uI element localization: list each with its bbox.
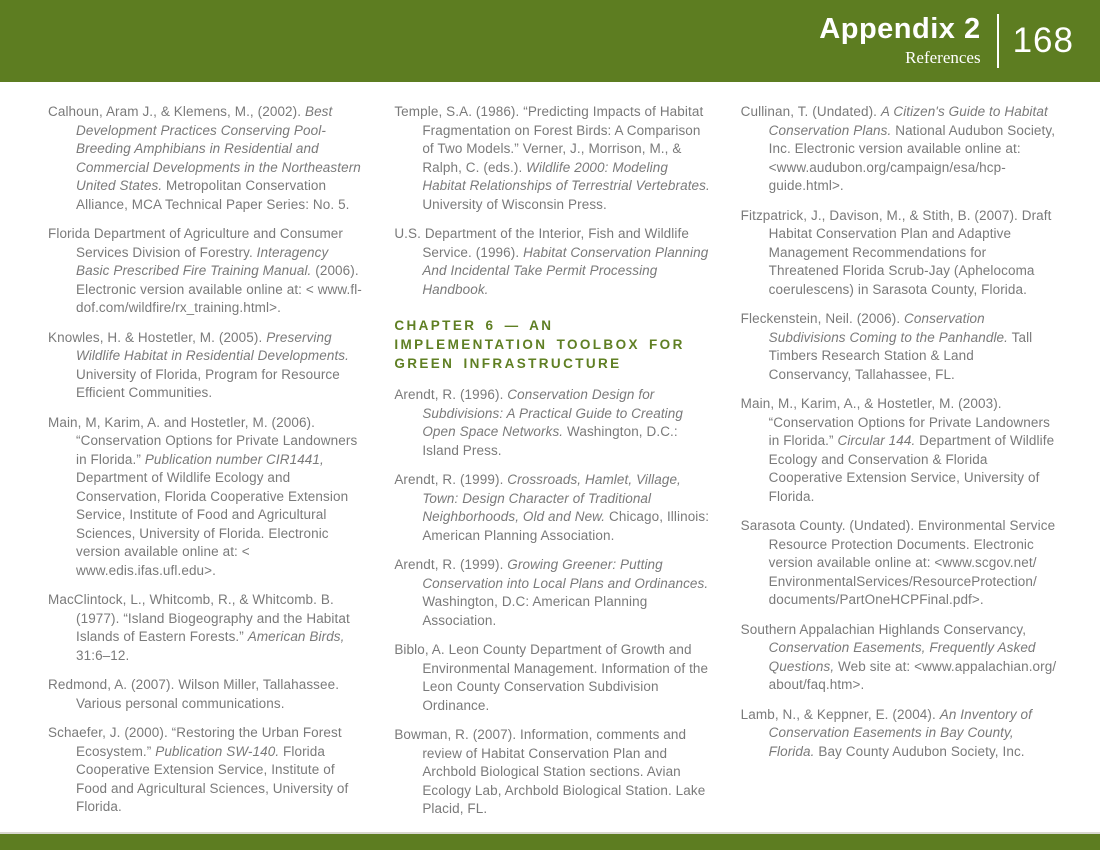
reference-text-segment: University of Wisconsin Press. [422,196,607,212]
reference-entry [741,706,1058,762]
footer-bar [0,832,1100,850]
reference-text-segment: Southern Appalachian Highlands Conservancy, [740,621,1027,637]
reference-entry [48,724,365,817]
reference-text-segment: Arendt, R. (1999). [394,472,508,487]
reference-text-segment: 31:6–12. [76,647,130,663]
reference-text-segment: Biblo, A. Leon County Department of Growth and Environmental Management. Information of the Leon County Conservation Subdivision Ordinance. [394,642,709,713]
page-header [0,0,1100,82]
reference-title-segment: An Inventory of Conservation Easements in Bay County, Florida. [768,706,1033,759]
reference-text-segment: Schaefer, J. (2000). “Restoring the Urban Forest Ecosystem.” [48,725,342,759]
reference-entry [48,591,365,665]
reference-title-segment: Best Development Practices Conserving Pool-Breeding Amphibians in Residential and Commercial Developments in the Northeastern United States. [76,104,361,193]
reference-text-segment: Calhoun, Aram J., & Klemens, M., (2002). [48,104,305,119]
header-titles [819,14,980,67]
references-column-1 [48,103,365,830]
reference-text-segment: National Audubon Society, Inc. Electronic version available online at: <www.audubon.org/campaign/esa/hcp-guide.html>. [768,122,1056,193]
reference-entry [741,395,1058,506]
reference-text-segment: Arendt, R. (1996). [394,387,508,402]
reference-text-segment: Bay County Audubon Society, Inc. [814,743,1025,759]
reference-entry [48,103,365,214]
reference-entry [741,517,1058,610]
appendix-title: Appendix 2 [819,13,981,46]
reference-text-segment: Redmond, A. (2007). Wilson Miller, Tallahassee. Various personal communications. [48,677,340,711]
reference-text-segment: Florida Cooperative Extension Service, Institute of Food and Agricultural Sciences, University of Florida. [76,743,349,814]
references-content [0,82,1100,830]
reference-entry [741,621,1058,695]
reference-text-segment: Metropolitan Conservation Alliance, MCA Technical Paper Series: No. 5. [76,178,350,212]
page-number: 168 [1012,21,1074,60]
reference-entry [394,641,711,715]
reference-text-segment: Sarasota County. (Undated). Environmental Service Resource Protection Documents. Electronic version available online at: <www.scgov.net/ EnvironmentalServices/ResourceProtection/ documents/PartOneHCPFinal.pdf>. [740,518,1056,607]
reference-title-segment: Conservation Design for Subdivisions: A Practical Guide to Creating Open Space Networks. [422,387,684,439]
reference-entry [394,471,711,545]
reference-title-segment: Interagency Basic Prescribed Fire Training Manual. [76,244,329,278]
references-subtitle: References [905,47,981,67]
reference-entry [741,207,1058,300]
references-column-2 [394,103,711,830]
reference-title-segment: A Citizen's Guide to Habitat Conservation Plans. [768,104,1048,138]
reference-title-segment: Circular 144. [837,433,916,448]
reference-title-segment: American Birds, [247,629,345,644]
reference-text-segment: University of Florida, Program for Resource Efficient Communities. [76,366,340,400]
reference-text-segment: Department of Wildlife Ecology and Conservation & Florida Cooperative Extension Service, University of Florida. [768,433,1055,504]
reference-text-segment: Washington, D.C: American Planning Association. [422,594,648,628]
reference-text-segment: Chicago, Illinois: American Planning Association. [422,509,710,543]
reference-title-segment: Wildlife 2000: Modeling Habitat Relationships of Terrestrial Vertebrates. [422,159,710,193]
reference-text-segment: Temple, S.A. (1986). “Predicting Impacts of Habitat Fragmentation on Forest Birds: A Comparison of Two Models.” Verner, J., Morrison, M., & Ralph, C. (eds.). [394,104,704,175]
reference-title-segment: Publication SW-140. [155,743,280,759]
reference-text-segment: Bowman, R. (2007). Information, comments and review of Habitat Conservation Plan and Archbold Biological Station sections. Avian Ecology Lab, Archbold Biological Station. Lake Placid, FL. [394,727,706,816]
reference-entry [741,103,1058,196]
reference-text-segment: (2006). Electronic version available online at: < www.fl-dof.com/wildfire/rx_training.html>. [76,263,362,315]
reference-title-segment: Conservation Subdivisions Coming to the Panhandle. [768,311,1009,345]
reference-text-segment: Main, M., Karim, A., & Hostetler, M. (2003). “Conservation Options for Private Landowners in Florida.” [740,396,1050,448]
reference-entry [48,329,365,403]
reference-text-segment: Knowles, H. & Hostetler, M. (2005). [48,329,267,345]
reference-title-segment: Publication number CIR1441, [144,451,324,467]
reference-text-segment: Department of Wildlife Ecology and Conservation, Florida Cooperative Extension Service, Institute of Food and Agricultural Sciences, University of Florida. Electronic version available online at: < www.edis.ifas.ufl.edu>. [76,470,349,578]
reference-entry [394,103,711,214]
reference-text-segment: Florida Department of Agriculture and Consumer Services Division of Forestry. [48,226,343,260]
reference-text-segment: Web site at: <www.appalachian.org/ about/faq.htm>. [768,658,1057,692]
reference-entry [394,556,711,630]
reference-entry [48,225,365,318]
reference-title-segment: Crossroads, Hamlet, Village, Town: Design Character of Traditional Neighborhoods, Old and New. [422,472,681,524]
reference-title-segment: Preserving Wildlife Habitat in Residential Developments. [76,329,350,363]
reference-text-segment: Cullinan, T. (Undated). [740,104,881,119]
reference-text-segment: Lamb, N., & Keppner, E. (2004). [740,706,940,722]
reference-entry [394,726,711,819]
reference-entry [741,310,1058,384]
references-column-3 [741,103,1058,830]
reference-text-segment: Washington, D.C.: Island Press. [422,424,678,458]
reference-text-segment: Fleckenstein, Neil. (2006). [740,311,905,326]
reference-text-segment: U.S. Department of the Interior, Fish and Wildlife Service. (1996). [394,226,689,260]
header-divider [997,14,999,68]
reference-title-segment: Growing Greener: Putting Conservation into Local Plans and Ordinances. [422,557,709,591]
reference-text-segment: Fitzpatrick, J., Davison, M., & Stith, B. (2007). Draft Habitat Conservation Plan and Adaptive Management Recommendations for Threatened Florida Scrub-Jay (Aphelocoma coerulescens) in Sarasota County, Florida. [740,207,1052,297]
reference-entry [48,414,365,581]
reference-text-segment: MacClintock, L., Whitcomb, R., & Whitcomb. B. (1977). “Island Biogeography and the Habitat Islands of Eastern Forests.” [48,592,350,644]
chapter-heading: CHAPTER 6 — AN IMPLEMENTATION TOOLBOX FOR GREEN INFRASTRUCTURE [394,318,685,371]
reference-entry [394,225,711,299]
reference-title-segment: Habitat Conservation Planning And Incidental Take Permit Processing Handbook. [422,244,709,297]
reference-entry [48,676,365,713]
reference-text-segment: Tall Timbers Research Station & Land Conservancy, Tallahassee, FL. [768,329,1033,382]
reference-text-segment: Arendt, R. (1999). [394,557,508,572]
reference-title-segment: Conservation Easements, Frequently Asked Questions, [768,640,1036,674]
reference-entry [394,386,711,460]
reference-text-segment: Main, M, Karim, A. and Hostetler, M. (2006). “Conservation Options for Private Landowners in Florida.” [48,414,358,467]
